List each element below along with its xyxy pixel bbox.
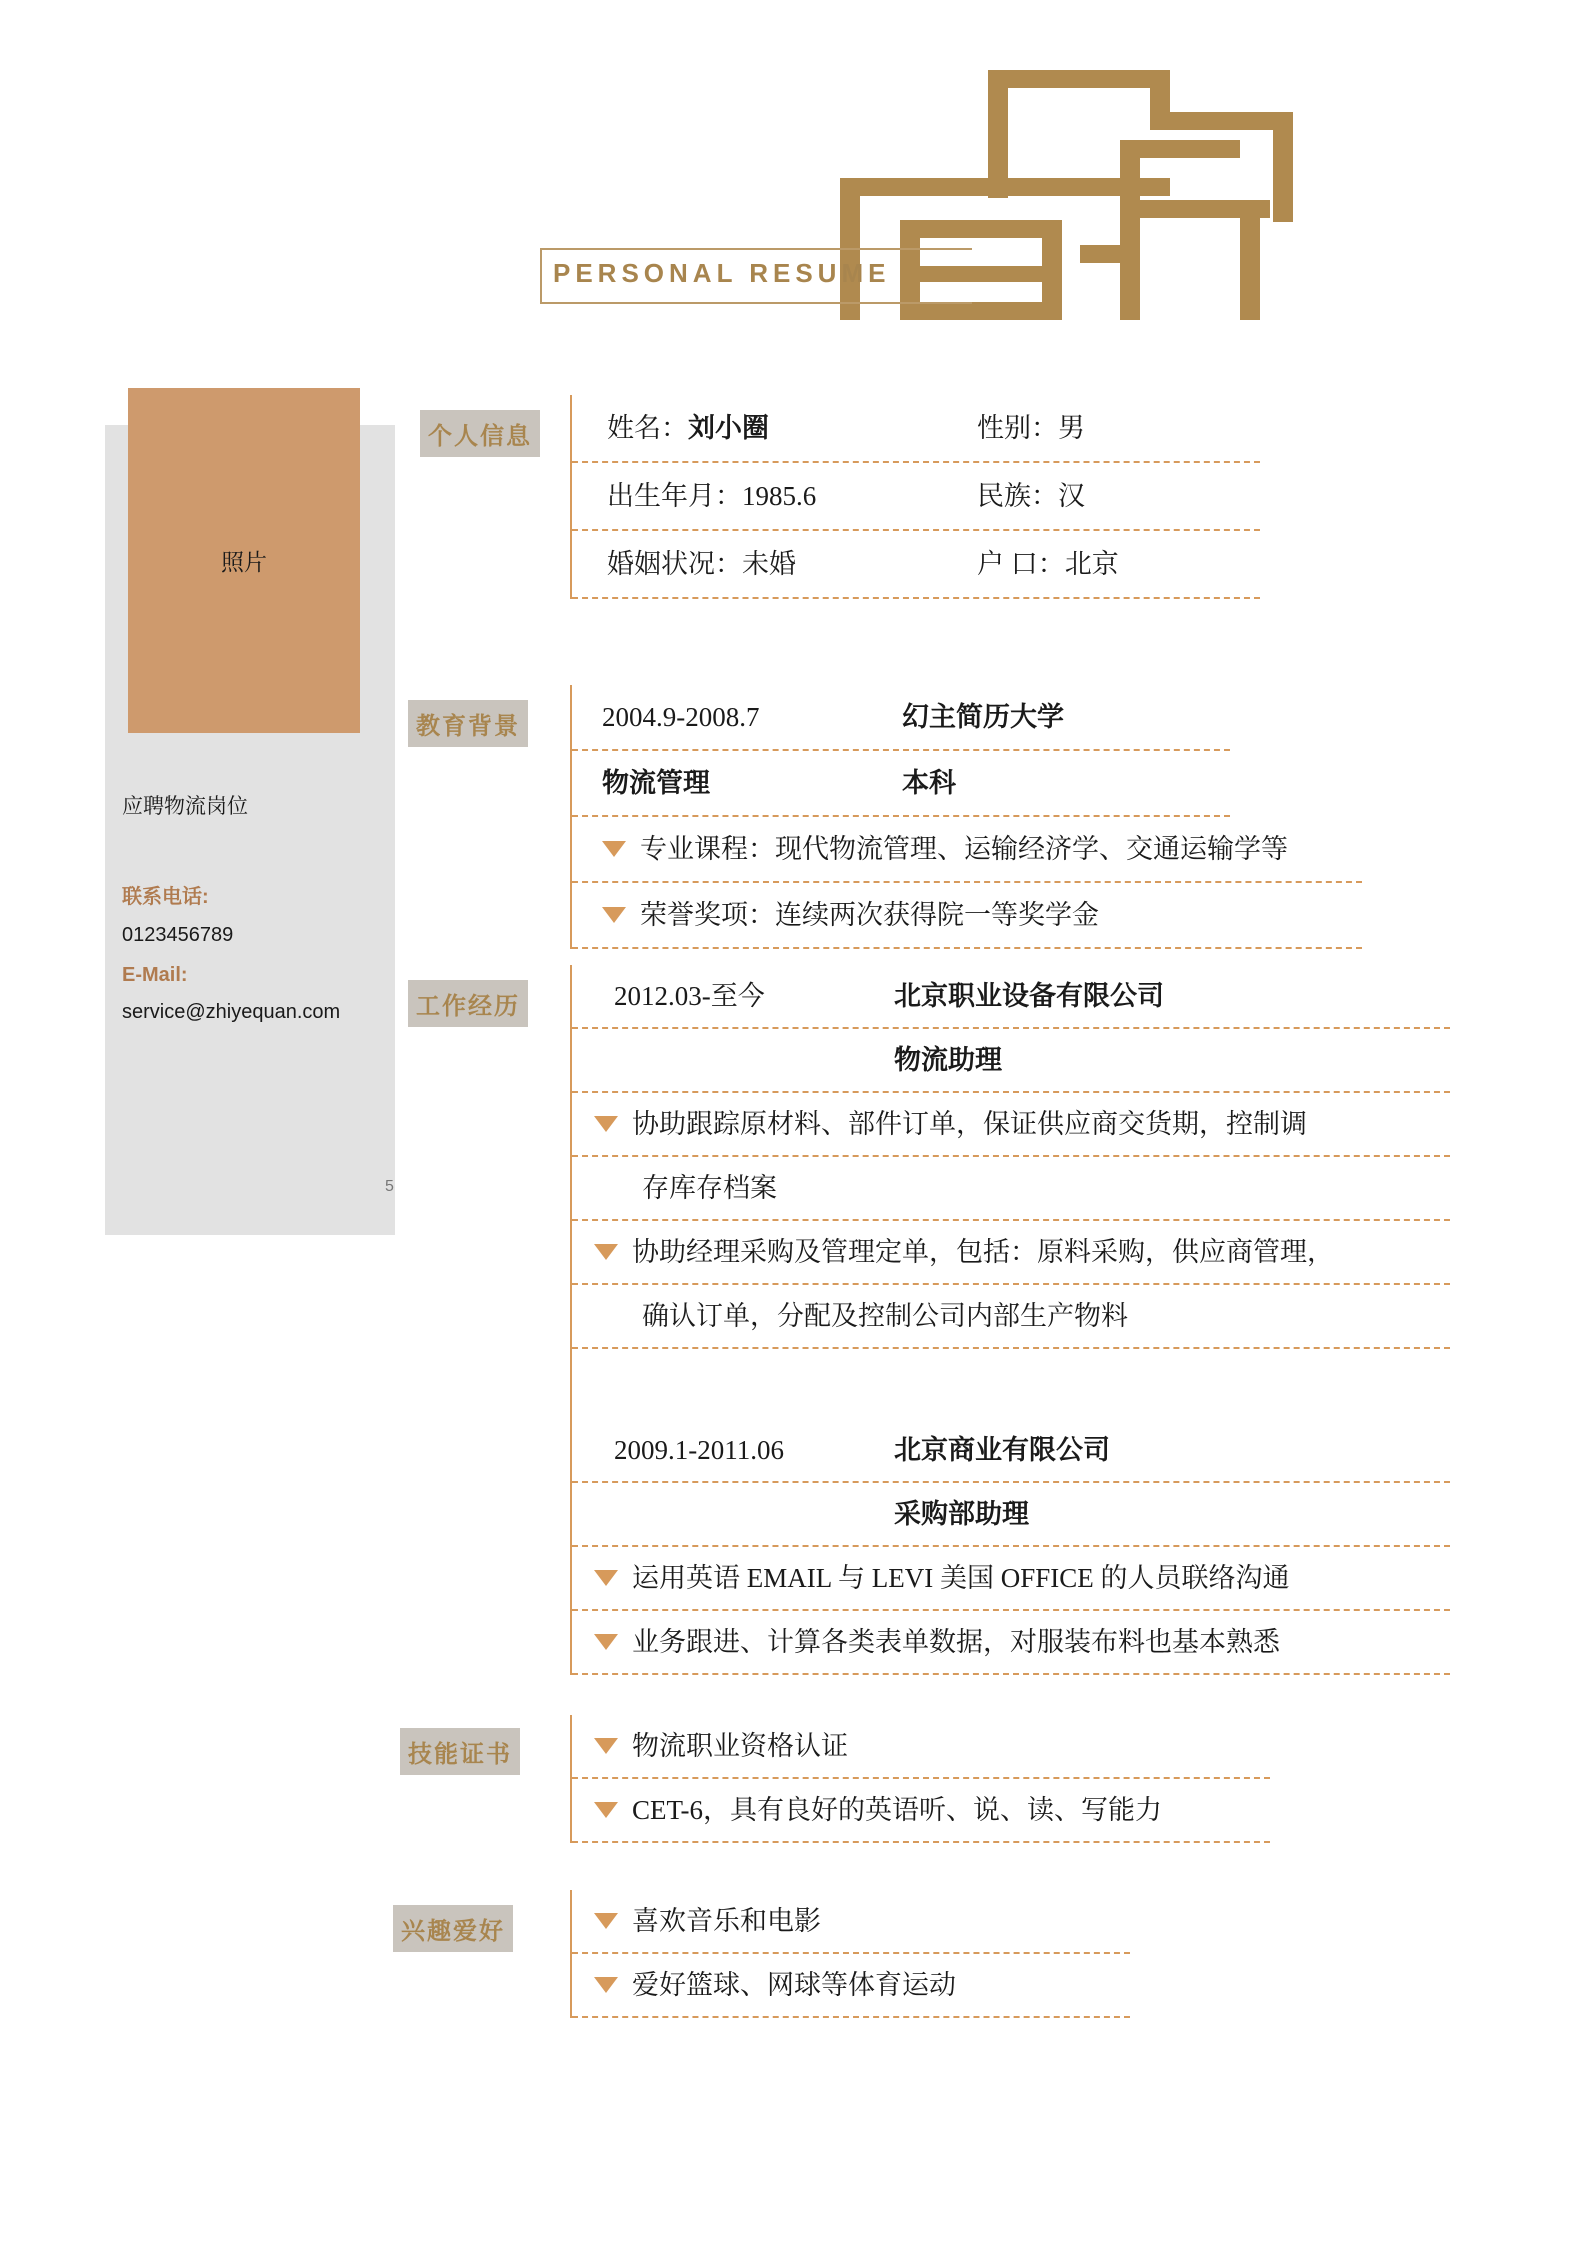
position-applied: 应聘物流岗位 — [122, 795, 248, 818]
section-label-hobby: 兴趣爱好 — [393, 1905, 513, 1952]
birth-value: 1985.6 — [742, 480, 817, 511]
triangle-bullet-icon — [594, 1116, 618, 1132]
photo-placeholder: 照片 — [128, 388, 360, 733]
education-school: 幻主简历大学 — [902, 701, 1064, 732]
hukou-cell — [977, 548, 1119, 580]
name-label: 姓名： — [607, 412, 688, 443]
birth-label: 出生年月： — [607, 480, 742, 511]
work-experience-section — [570, 965, 1450, 1675]
work-company: 北京商业有限公司 — [894, 1434, 1110, 1465]
stray-mark: 5 — [385, 1178, 394, 1195]
birth-cell — [572, 480, 977, 512]
work-title-row — [572, 1483, 1450, 1547]
ethnic-value: 汉 — [1058, 480, 1085, 511]
section-label-education: 教育背景 — [408, 700, 528, 747]
work-bullet — [572, 1093, 1450, 1157]
hobby-text: 爱好篮球、网球等体育运动 — [632, 1969, 956, 2000]
work-date: 2012.03-至今 — [614, 980, 765, 1011]
work-bullet-text: 运用英语 EMAIL 与 LEVI 美国 OFFICE 的人员联络沟通 — [632, 1562, 1290, 1593]
skill-text: 物流职业资格认证 — [632, 1730, 848, 1761]
hukou-label: 户 口： — [977, 548, 1065, 579]
work-spacer — [572, 1349, 1450, 1419]
resume-header — [0, 0, 1587, 360]
hobby-text: 喜欢音乐和电影 — [632, 1905, 821, 1936]
hobby-bullet — [572, 1954, 1130, 2018]
skill-bullet — [572, 1715, 1270, 1779]
education-date: 2004.9-2008.7 — [602, 701, 760, 732]
hobby-section — [570, 1890, 1130, 2018]
work-bullet — [572, 1221, 1450, 1285]
triangle-bullet-icon — [594, 1977, 618, 1993]
triangle-bullet-icon — [594, 1570, 618, 1586]
name-cell — [572, 412, 977, 444]
work-title: 采购部助理 — [894, 1498, 1029, 1529]
education-degree: 本科 — [902, 767, 956, 798]
work-bullet — [572, 1611, 1450, 1675]
work-bullet-cont — [572, 1285, 1450, 1349]
education-bullet-text: 荣誉奖项：连续两次获得院一等奖学金 — [640, 899, 1099, 930]
email-label: E-Mail: — [122, 964, 188, 986]
personal-info-table — [570, 395, 1260, 599]
education-section — [570, 685, 1288, 949]
education-bullet — [572, 817, 1362, 883]
personal-resume-title: PERSONAL RESUME — [553, 258, 891, 288]
triangle-bullet-icon — [594, 1634, 618, 1650]
section-label-skills: 技能证书 — [400, 1728, 520, 1775]
hukou-value: 北京 — [1064, 548, 1119, 579]
work-date: 2009.1-2011.06 — [614, 1434, 784, 1465]
skill-bullet — [572, 1779, 1270, 1843]
work-title: 物流助理 — [894, 1044, 1002, 1075]
gender-cell — [977, 412, 1085, 444]
work-title-row — [572, 1029, 1450, 1093]
hobby-bullet — [572, 1890, 1130, 1954]
triangle-bullet-icon — [602, 907, 626, 923]
table-row — [572, 531, 1260, 599]
table-row — [572, 463, 1260, 531]
ethnic-cell — [977, 480, 1085, 512]
triangle-bullet-icon — [594, 1802, 618, 1818]
gender-label: 性别： — [977, 412, 1058, 443]
education-major: 物流管理 — [602, 767, 710, 798]
email-value: service@zhiyequan.com — [122, 1001, 341, 1023]
section-label-personal: 个人信息 — [420, 410, 540, 457]
phone-value: 0123456789 — [122, 924, 234, 946]
phone-label: 联系电话: — [122, 886, 209, 908]
work-bullet — [572, 1547, 1450, 1611]
triangle-bullet-icon — [594, 1244, 618, 1260]
triangle-bullet-icon — [594, 1738, 618, 1754]
work-period-row — [572, 1419, 1450, 1483]
work-bullet-text: 确认订单，分配及控制公司内部生产物料 — [642, 1300, 1128, 1331]
work-bullet-text: 业务跟进、计算各类表单数据，对服装布料也基本熟悉 — [632, 1626, 1280, 1657]
education-major-row — [572, 751, 1230, 817]
table-row — [572, 395, 1260, 463]
skill-text: CET-6，具有良好的英语听、说、读、写能力 — [632, 1794, 1163, 1825]
work-bullet-text: 存库存档案 — [642, 1172, 777, 1203]
triangle-bullet-icon — [594, 1913, 618, 1929]
ethnic-label: 民族： — [977, 480, 1058, 511]
work-bullet-cont — [572, 1157, 1450, 1221]
gender-value: 男 — [1058, 412, 1085, 443]
education-period-row — [572, 685, 1230, 751]
work-company: 北京职业设备有限公司 — [894, 980, 1164, 1011]
name-value: 刘小圈 — [688, 412, 769, 443]
section-label-work: 工作经历 — [408, 980, 528, 1027]
education-bullet-text: 专业课程：现代物流管理、运输经济学、交通运输学等 — [640, 833, 1288, 864]
education-bullet — [572, 883, 1362, 949]
marital-label: 婚姻状况： — [607, 548, 742, 579]
marital-cell — [572, 548, 977, 580]
work-period-row — [572, 965, 1450, 1029]
work-bullet-text: 协助跟踪原材料、部件订单，保证供应商交货期，控制调 — [632, 1108, 1307, 1139]
work-bullet-text: 协助经理采购及管理定单，包括：原料采购，供应商管理， — [632, 1236, 1334, 1267]
triangle-bullet-icon — [602, 841, 626, 857]
skills-section — [570, 1715, 1270, 1843]
marital-value: 未婚 — [742, 548, 796, 579]
